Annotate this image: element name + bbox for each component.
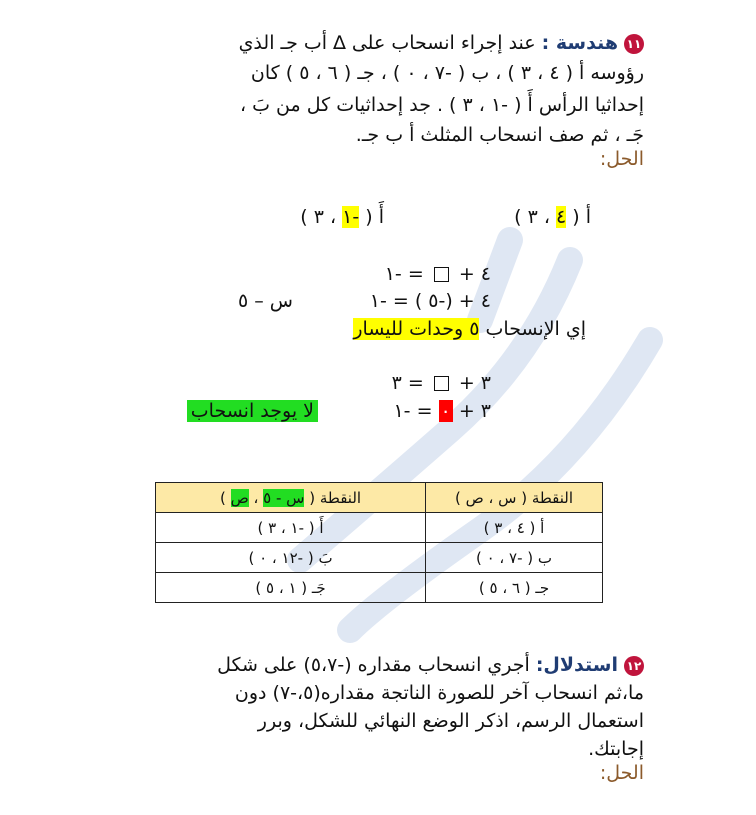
q11-line4: جَـ ، ثم صف انسحاب المثلث أ ب جـ. (355, 124, 644, 146)
point-a-prime-x-highlight: -١ (342, 206, 360, 228)
point-a-prime-close: ، ٣ ) (300, 206, 337, 228)
q12-number-badge: ١٢ (624, 656, 644, 676)
q12-line2: ما،ثم انسحاب آخر للصورة الناتجة مقداره(٥،-٧) دون (234, 682, 644, 704)
table-cell-image: أَ ( -١ ، ٣ ) (156, 513, 426, 543)
point-a-open: أ ( (572, 206, 591, 228)
point-a-x-highlight: ٤ (556, 206, 567, 228)
header-image-comma: ، (253, 488, 259, 507)
shift-statement (353, 318, 586, 340)
equation-y-2-highlight: ٠ (440, 400, 451, 422)
header-image-open: النقطة ( (309, 488, 362, 507)
points-table (155, 482, 603, 603)
table-header-row (156, 483, 603, 513)
q11-line1 (239, 28, 644, 58)
q12-keyword: استدلال: (535, 654, 618, 676)
table-cell-original: جـ ( ٦ ، ٥ ) (426, 573, 603, 603)
solution-label: الحل: (599, 148, 644, 170)
solution-label-2: الحل: (599, 762, 644, 784)
equation-side-note: س – ٥ (238, 290, 293, 312)
header-image-y-highlight: ص (230, 488, 249, 507)
table-row (156, 573, 603, 603)
shift-highlight: ٥ وحدات لليسار (353, 318, 480, 340)
header-image-close: ) (219, 488, 226, 507)
table-cell-original: أ ( ٤ ، ٣ ) (426, 513, 603, 543)
equation-y-2-pre: ٣ + (458, 400, 491, 422)
point-a-close: ، ٣ ) (514, 206, 550, 228)
table-cell-original: ب ( -٧ ، ٠ ) (426, 543, 603, 573)
shift-prefix: إي الإنسحاب (485, 318, 586, 340)
point-a-prime (300, 206, 384, 228)
q11-line2: رؤوسه أ ( ٤ ، ٣ ) ، ب ( -٧ ، ٠ ) ، جـ ( ٦ ، ٥ ) كان (250, 62, 644, 84)
q11-line3: إحداثيا الرأس أَ ( -١ ، ٣ ) . جد إحداثيات كل من بَ ، (239, 94, 644, 116)
equation-x-1: ٤ + = -١ (384, 263, 491, 285)
q11-number-badge: ١١ (624, 34, 644, 54)
q12-line3: استعمال الرسم، اذكر الوضع النهائي للشكل، وبرر (257, 710, 644, 732)
q12-line1 (217, 650, 644, 680)
q12-line4: إجابتك. (588, 738, 644, 760)
table-header-original: النقطة ( س ، ص ) (426, 483, 603, 513)
point-a-prime-open: أَ ( (365, 206, 384, 228)
equation-x-2: ٤ + (-٥ ) = -١ (369, 290, 491, 312)
table-cell-image: جَـ ( ١ ، ٥ ) (156, 573, 426, 603)
header-image-x-highlight: س - ٥ (263, 488, 305, 507)
q12-text-1: أجري انسحاب مقداره (-٥،٧) على شكل (217, 654, 530, 676)
blank-box-icon (434, 376, 449, 391)
blank-box-icon (434, 267, 449, 282)
equation-y-1: ٣ + = ٣ (391, 372, 491, 394)
point-a (514, 206, 591, 228)
table-row (156, 543, 603, 573)
table-header-image (156, 483, 426, 513)
q11-text-1: عند إجراء انسحاب على ∆ أب جـ الذي (238, 32, 536, 54)
table-cell-image: بَ ( -١٢ ، ٠ ) (156, 543, 426, 573)
q11-keyword: هندسة : (541, 32, 618, 54)
equation-y-2 (393, 400, 491, 422)
equation-y-2-post: = -١ (393, 400, 433, 422)
no-translation-note: لا يوجد انسحاب (187, 400, 318, 422)
table-row (156, 513, 603, 543)
